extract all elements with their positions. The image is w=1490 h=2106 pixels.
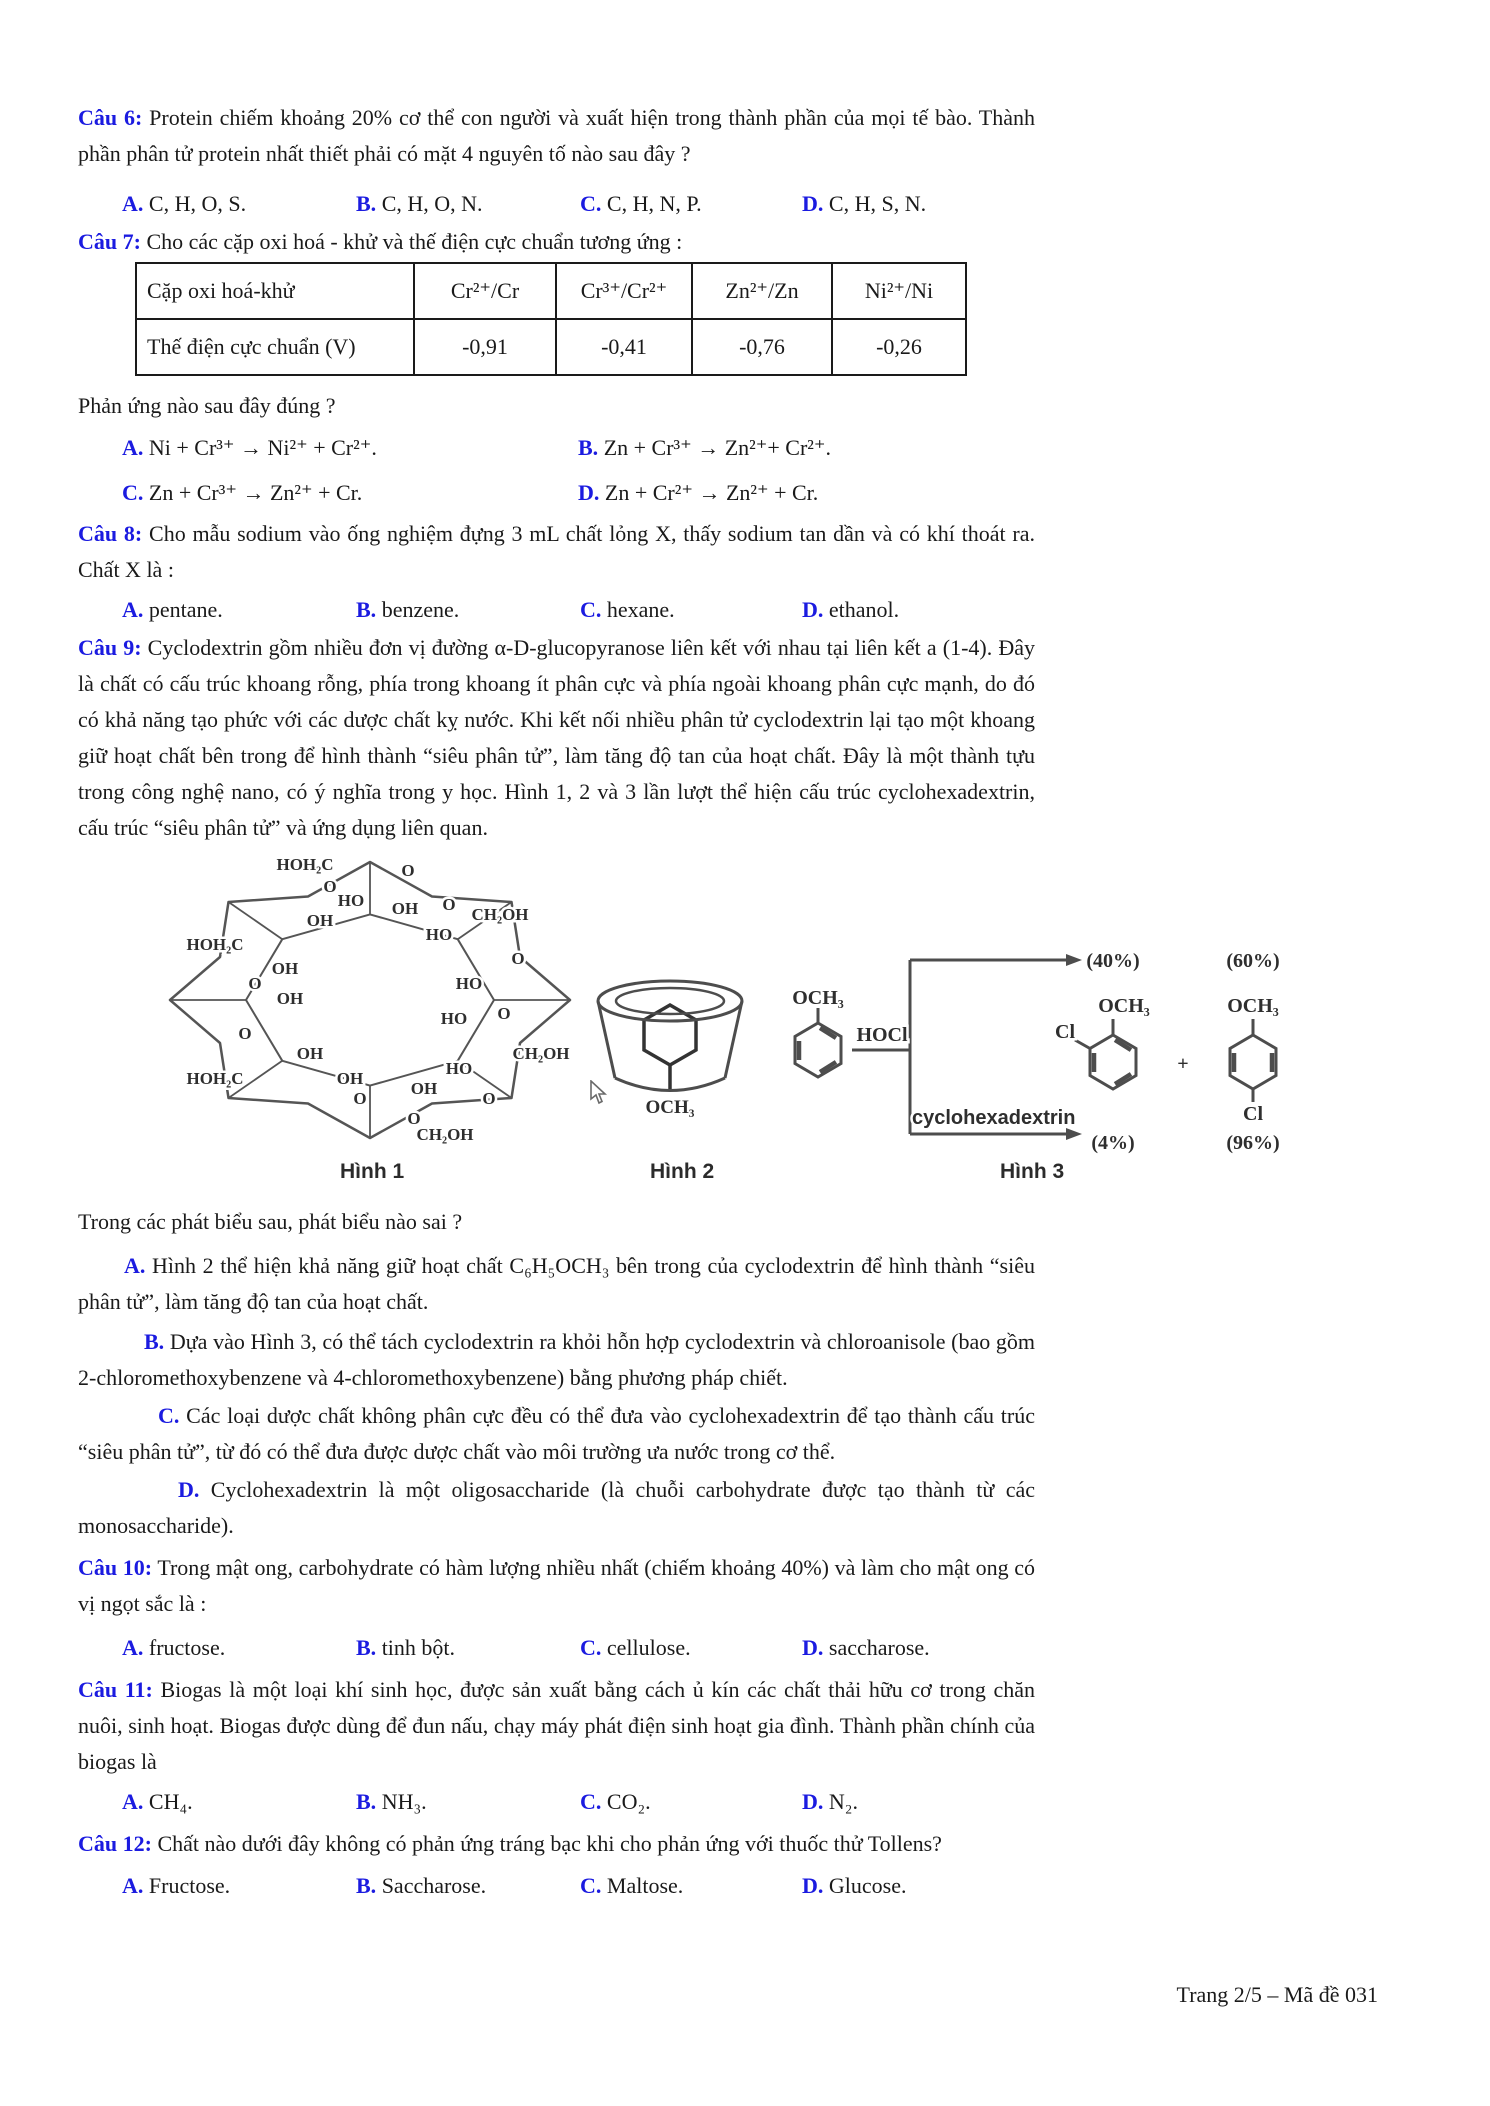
table-cell-label: Thế điện cực chuẩn (V) bbox=[136, 319, 414, 375]
question-11-body: Biogas là một loại khí sinh học, được sản xuất bằng cách ủ kín các chất thải hữu cơ trong chăn nuôi, sinh hoạt. Biogas được dùng để đun nấu, chạy máy phát điện sinh hoạt gia đình. Thành phần chính của biogas là bbox=[78, 1677, 1035, 1774]
question-8-label: Câu 8: bbox=[78, 521, 143, 546]
question-10-label: Câu 10: bbox=[78, 1555, 153, 1580]
fig1-label: OH bbox=[336, 1069, 364, 1088]
fig1-label: O bbox=[401, 861, 415, 880]
question-12-label: Câu 12: bbox=[78, 1831, 152, 1856]
table-cell-ni2-ni: -0,26 bbox=[832, 319, 966, 375]
statement-9c: C. Các loại dược chất không phân cực đều có thể đưa vào cyclohexadextrin để tạo thành cấu trúc “siêu phân tử”, từ đó có thể đưa được dược chất vào môi trường ưa nước trong cơ thể. bbox=[78, 1403, 1035, 1464]
fig1-label: HO bbox=[445, 1059, 473, 1078]
question-7-text bbox=[78, 224, 1035, 260]
fig1-label: HOH₂C bbox=[276, 855, 334, 874]
fig3-prod-right-och3: OCH₃ bbox=[1227, 995, 1279, 1017]
fig1-label: OH bbox=[271, 959, 299, 978]
question-8-text bbox=[78, 516, 1035, 588]
question-9-label: Câu 9: bbox=[78, 635, 142, 660]
arrow-top-icon bbox=[1066, 954, 1082, 966]
option-6c: C. C, H, N, P. bbox=[580, 191, 702, 216]
fig1-label: OH bbox=[410, 1079, 438, 1098]
question-12-body: Chất nào dưới đây không có phản ứng tráng bạc khi cho phản ứng với thuốc thử Tollens? bbox=[157, 1831, 942, 1856]
option-8c: C. hexane. bbox=[580, 597, 675, 622]
question-10-body: Trong mật ong, carbohydrate có hàm lượng nhiều nhất (chiếm khoảng 40%) và làm cho mật ong có vị ngọt sắc là : bbox=[78, 1555, 1036, 1616]
table-header-row bbox=[136, 263, 966, 319]
fig1-label: O bbox=[511, 949, 525, 968]
figure-3-caption: Hình 3 bbox=[1000, 1160, 1065, 1183]
question-9-question: Trong các phát biểu sau, phát biểu nào sai ? bbox=[78, 1209, 463, 1234]
option-10a: A. fructose. bbox=[122, 1635, 226, 1660]
fig1-label: OH bbox=[391, 899, 419, 918]
fig3-prod-left-och3: OCH₃ bbox=[1098, 995, 1150, 1017]
fig3-pct-96: (96%) bbox=[1226, 1132, 1280, 1154]
option-8a: A. pentane. bbox=[122, 597, 223, 622]
question-7-options-ab bbox=[78, 430, 1178, 468]
question-10-options bbox=[78, 1630, 1178, 1668]
question-12-options bbox=[78, 1868, 1178, 1906]
fig1-label: O bbox=[238, 1024, 252, 1043]
table-value-row bbox=[136, 319, 966, 375]
fig1-label: HO bbox=[455, 974, 483, 993]
option-12d: D. Glucose. bbox=[802, 1873, 907, 1898]
option-8d: D. ethanol. bbox=[802, 597, 900, 622]
fig2-guest-label: OCH₃ bbox=[645, 1097, 695, 1118]
figure-2-caption: Hình 2 bbox=[650, 1160, 715, 1183]
statement-9d: D. Cyclohexadextrin là một oligosaccharide (là chuỗi carbohydrate được tạo thành từ các monosaccharide). bbox=[78, 1477, 1036, 1538]
option-7c: C. Zn + Cr³⁺ → Zn²⁺ + Cr. bbox=[122, 480, 363, 505]
fig1-label: O bbox=[323, 877, 337, 896]
question-12-text bbox=[78, 1826, 1035, 1862]
fig3-pct-60: (60%) bbox=[1226, 950, 1280, 972]
option-6a: A. C, H, O, S. bbox=[122, 191, 247, 216]
fig1-label: CH₂OH bbox=[416, 1125, 474, 1144]
fig1-label: O bbox=[442, 895, 456, 914]
question-6-label: Câu 6: bbox=[78, 105, 143, 130]
question-6-body: Protein chiếm khoảng 20% cơ thể con người và xuất hiện trong thành phần của mọi tế bào. Thành phần phân tử protein nhất thiết phải có mặt 4 nguyên tố nào sau đây ? bbox=[78, 105, 1036, 166]
option-11d: D. N₂. bbox=[802, 1789, 858, 1814]
table-header-zn2-zn: Zn²⁺/Zn bbox=[692, 263, 832, 319]
option-11a: A. CH₄. bbox=[122, 1789, 193, 1814]
question-7-question: Phản ứng nào sau đây đúng ? bbox=[78, 393, 336, 418]
fig1-label: CH₂OH bbox=[512, 1044, 570, 1063]
option-12b: B. Saccharose. bbox=[356, 1873, 487, 1898]
option-7d: D. Zn + Cr²⁺ → Zn²⁺ + Cr. bbox=[578, 480, 819, 505]
fig3-pct-4: (4%) bbox=[1091, 1132, 1135, 1154]
table-header-cr3-cr2: Cr³⁺/Cr²⁺ bbox=[556, 263, 692, 319]
question-6-text bbox=[78, 100, 1035, 172]
fig3-prod-left-cl: Cl bbox=[1055, 1021, 1075, 1043]
option-7a: A. Ni + Cr³⁺ → Ni²⁺ + Cr²⁺. bbox=[122, 435, 377, 460]
question-8-body: Cho mẫu sodium vào ống nghiệm đựng 3 mL chất lỏng X, thấy sodium tan dần và có khí thoát ra. Chất X là : bbox=[78, 521, 1036, 582]
statement-9a: A. Hình 2 thể hiện khả năng giữ hoạt chất C₆H₅OCH₃ bên trong của cyclodextrin để hình thành “siêu phân tử”, làm tăng độ tan của hoạt chất. bbox=[78, 1253, 1035, 1314]
question-8-options bbox=[78, 592, 1178, 630]
inclusion-complex-figure bbox=[585, 973, 765, 1133]
question-11-options bbox=[78, 1784, 1178, 1822]
option-8b: B. benzene. bbox=[356, 597, 460, 622]
fig1-label: HO bbox=[337, 891, 365, 910]
fig1-label: HO bbox=[425, 925, 453, 944]
question-7-label: Câu 7: bbox=[78, 229, 141, 254]
option-12c: C. Maltose. bbox=[580, 1873, 684, 1898]
fig1-label: O bbox=[407, 1109, 421, 1128]
fig3-catalyst-label: cyclohexadextrin bbox=[912, 1107, 1076, 1129]
arrow-bottom-icon bbox=[1066, 1128, 1082, 1140]
table-cell-zn2-zn: -0,76 bbox=[692, 319, 832, 375]
question-9-body: Cyclodextrin gồm nhiều đơn vị đường α-D-glucopyranose liên kết với nhau tại liên kết a (1-4). Đây là chất có cấu trúc khoang rỗng, phía trong khoang ít phân cực và phía ngoài khoang phân cực mạnh, do đó có khả năng tạo phức với các dược chất kỵ nước. Khi kết nối nhiều phân tử cyclodextrin lại tạo một khoang giữ hoạt chất bên trong để hình thành “siêu phân tử”, làm tăng độ tan của hoạt chất. Đây là một thành tựu trong công nghệ nano, có ý nghĩa trong y học. Hình 1, 2 và 3 lần lượt thể hiện cấu trúc cyclohexadextrin, cấu trúc “siêu phân tử” và ứng dụng liên quan. bbox=[78, 635, 1035, 840]
electrode-potential-table bbox=[135, 262, 967, 376]
cyclodextrin-structure bbox=[155, 850, 575, 1150]
fig3-reactant-och3: OCH₃ bbox=[792, 987, 844, 1009]
option-6b: B. C, H, O, N. bbox=[356, 191, 483, 216]
question-7-body: Cho các cặp oxi hoá - khử và thế điện cực chuẩn tương ứng : bbox=[146, 229, 683, 254]
fig3-prod-right-cl: Cl bbox=[1243, 1103, 1263, 1125]
fig3-plus-sign: + bbox=[1177, 1053, 1189, 1075]
fig3-pct-40: (40%) bbox=[1086, 950, 1140, 972]
option-12a: A. Fructose. bbox=[122, 1873, 231, 1898]
fig1-label: CH₂OH bbox=[471, 905, 529, 924]
option-7b: B. Zn + Cr³⁺ → Zn²⁺+ Cr²⁺. bbox=[578, 435, 832, 460]
option-10b: B. tinh bột. bbox=[356, 1635, 456, 1660]
question-11-text bbox=[78, 1672, 1035, 1780]
question-11-label: Câu 11: bbox=[78, 1677, 153, 1702]
fig1-label: O bbox=[353, 1089, 367, 1108]
question-7-options-cd bbox=[78, 475, 1178, 513]
fig1-label: OH bbox=[306, 911, 334, 930]
option-11c: C. CO₂. bbox=[580, 1789, 651, 1814]
page-footer: Trang 2/5 – Mã đề 031 bbox=[1176, 1982, 1378, 2007]
question-10-text bbox=[78, 1550, 1035, 1622]
table-header-ni2-ni: Ni²⁺/Ni bbox=[832, 263, 966, 319]
fig1-label: OH bbox=[276, 989, 304, 1008]
statement-9b: B. Dựa vào Hình 3, có thể tách cyclodextrin ra khỏi hỗn hợp cyclodextrin và chloroanisole (bao gồm 2-chloromethoxybenzene và 4-chloromethoxybenzene) bằng phương pháp chiết. bbox=[78, 1329, 1036, 1390]
option-6d: D. C, H, S, N. bbox=[802, 191, 927, 216]
option-10d: D. saccharose. bbox=[802, 1635, 930, 1660]
fig3-reagent-hocl: HOCl bbox=[856, 1024, 908, 1046]
cursor-icon bbox=[588, 1080, 608, 1106]
table-header-pair: Cặp oxi hoá-khử bbox=[136, 263, 414, 319]
question-9-text bbox=[78, 630, 1035, 846]
option-11b: B. NH₃. bbox=[356, 1789, 427, 1814]
question-6-options bbox=[78, 186, 1178, 224]
fig1-label: O bbox=[482, 1089, 496, 1108]
fig1-label: O bbox=[248, 974, 262, 993]
figure-1-caption: Hình 1 bbox=[340, 1160, 405, 1183]
table-header-cr2-cr: Cr²⁺/Cr bbox=[414, 263, 556, 319]
chlorination-scheme bbox=[770, 942, 1350, 1157]
figure-area bbox=[0, 848, 1490, 1160]
fig1-label: HOH₂C bbox=[186, 935, 244, 954]
fig1-label: HOH₂C bbox=[186, 1069, 244, 1088]
fig1-label: HO bbox=[440, 1009, 468, 1028]
table-cell-cr2-cr: -0,91 bbox=[414, 319, 556, 375]
fig1-label: O bbox=[497, 1004, 511, 1023]
fig1-label: OH bbox=[296, 1044, 324, 1063]
table-cell-cr3-cr2: -0,41 bbox=[556, 319, 692, 375]
option-10c: C. cellulose. bbox=[580, 1635, 691, 1660]
